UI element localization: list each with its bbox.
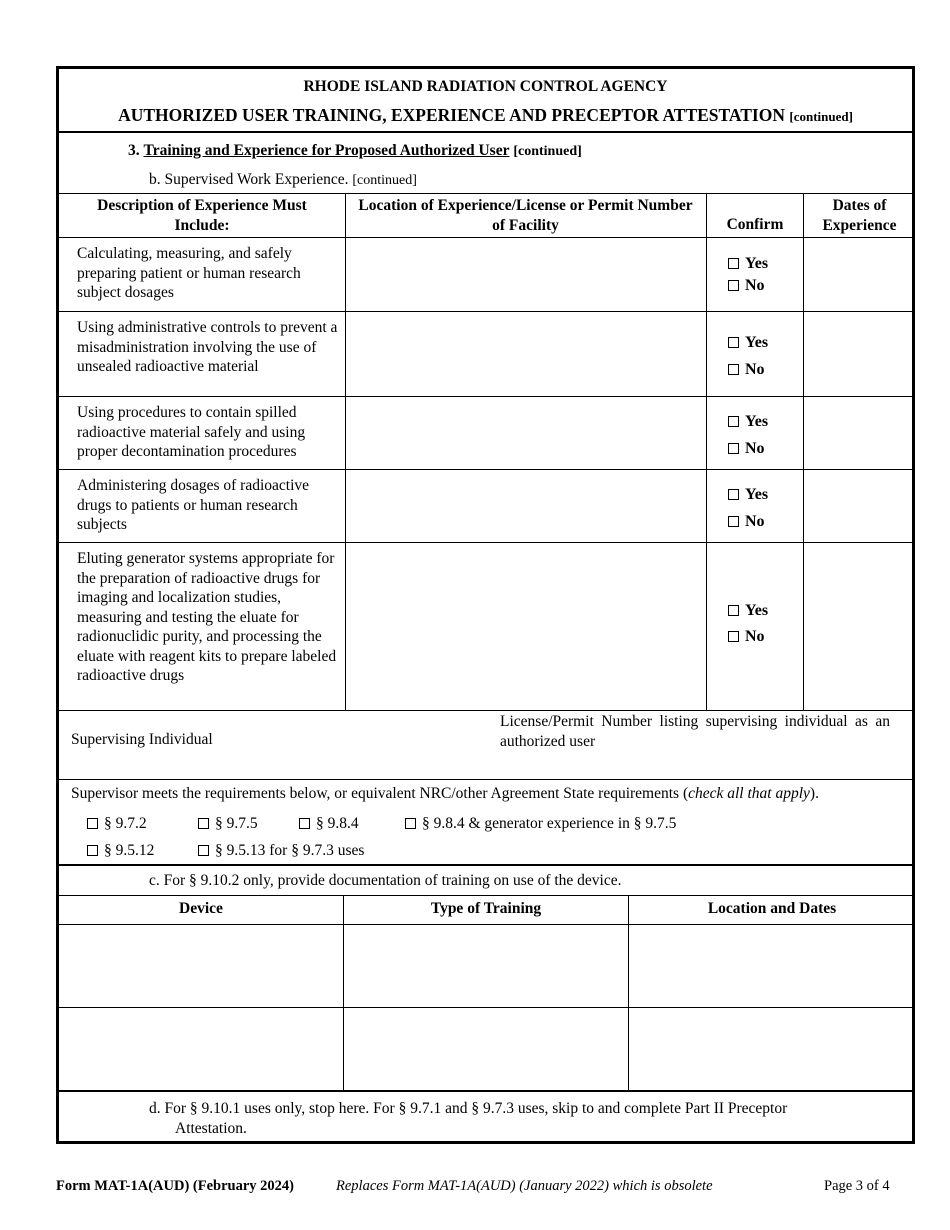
supervising-individual-label: Supervising Individual bbox=[71, 731, 213, 748]
option-label: § 9.5.13 for § 9.7.3 uses bbox=[215, 842, 365, 859]
checkbox-icon[interactable] bbox=[728, 489, 739, 500]
subsection-d-line2: Attestation. bbox=[175, 1120, 247, 1137]
section-3-title: Training and Experience for Proposed Authorized User bbox=[143, 142, 510, 159]
page-title bbox=[59, 105, 912, 126]
header-dates: Dates of Experience bbox=[822, 197, 897, 234]
yes-label: Yes bbox=[745, 413, 769, 430]
row-1-yes[interactable] bbox=[728, 255, 768, 273]
yes-label: Yes bbox=[745, 255, 769, 272]
header-location: Location of Experience/License or Permit Number of Facility bbox=[358, 197, 693, 234]
row-2-no[interactable] bbox=[728, 361, 765, 379]
agency-name: RHODE ISLAND RADIATION CONTROL AGENCY bbox=[303, 78, 668, 95]
section-3-number: 3. bbox=[128, 142, 140, 159]
section-3-heading bbox=[128, 142, 582, 160]
row-2-description: Using administrative controls to prevent a misadministration involving the use of unsealed radioactive material bbox=[77, 319, 338, 375]
row-3-description: Using procedures to contain spilled radioactive material safely and using proper decontamination procedures bbox=[77, 404, 306, 460]
yes-label: Yes bbox=[745, 486, 769, 503]
option-9-8-4-generator[interactable] bbox=[405, 815, 676, 833]
option-label: § 9.7.2 bbox=[104, 815, 147, 832]
row-4-no[interactable] bbox=[728, 513, 765, 531]
footer-page-number: Page 3 of 4 bbox=[824, 1178, 890, 1194]
title-suffix: [continued] bbox=[789, 109, 853, 124]
subsection-d-line1: d. For § 9.10.1 uses only, stop here. For § 9.7.1 and § 9.7.3 uses, skip to and complete Part II Preceptor bbox=[149, 1100, 788, 1117]
requirements-italic: check all that apply bbox=[688, 785, 810, 802]
option-label: § 9.7.5 bbox=[215, 815, 258, 832]
header-description: Description of Experience Must Include: bbox=[97, 197, 307, 234]
license-permit-label: License/Permit Number listing supervising individual as an authorized user bbox=[500, 713, 890, 750]
checkbox-icon[interactable] bbox=[728, 337, 739, 348]
checkbox-icon[interactable] bbox=[728, 258, 739, 269]
checkbox-icon[interactable] bbox=[198, 845, 209, 856]
option-9-7-2[interactable] bbox=[87, 815, 147, 833]
no-label: No bbox=[745, 361, 765, 378]
header-confirm: Confirm bbox=[726, 216, 784, 233]
requirements-text bbox=[71, 785, 819, 803]
row-5-description: Eluting generator systems appropriate for the preparation of radioactive drugs for imaging and localization studies, measuring and testing the eluate for radionuclidic purity, and processing the eluate with reagent kits to prepare labeled radioactive drugs bbox=[77, 550, 337, 684]
subsection-b-suffix: [continued] bbox=[352, 173, 417, 188]
footer-replaces: Replaces Form MAT-1A(AUD) (January 2022) which is obsolete bbox=[336, 1178, 713, 1194]
option-label: § 9.8.4 bbox=[316, 815, 359, 832]
option-label: § 9.5.12 bbox=[104, 842, 155, 859]
checkbox-icon[interactable] bbox=[728, 443, 739, 454]
option-label: § 9.8.4 & generator experience in § 9.7.5 bbox=[422, 815, 677, 832]
row-5-yes[interactable] bbox=[728, 602, 768, 620]
row-1-no[interactable] bbox=[728, 277, 765, 295]
subsection-b-heading bbox=[149, 171, 417, 189]
yes-label: Yes bbox=[745, 334, 769, 351]
row-3-yes[interactable] bbox=[728, 413, 768, 431]
row-4-yes[interactable] bbox=[728, 486, 768, 504]
no-label: No bbox=[745, 628, 765, 645]
checkbox-icon[interactable] bbox=[728, 516, 739, 527]
checkbox-icon[interactable] bbox=[728, 416, 739, 427]
checkbox-icon[interactable] bbox=[728, 631, 739, 642]
header-location-and-dates: Location and Dates bbox=[707, 900, 837, 917]
row-5-no[interactable] bbox=[728, 628, 765, 646]
no-label: No bbox=[745, 440, 765, 457]
section-3-suffix: [continued] bbox=[513, 144, 582, 159]
no-label: No bbox=[745, 513, 765, 530]
subsection-c-text: c. For § 9.10.2 only, provide documentation of training on use of the device. bbox=[149, 872, 622, 889]
title-text: AUTHORIZED USER TRAINING, EXPERIENCE AND PRECEPTOR ATTESTATION bbox=[118, 105, 785, 125]
row-1-description: Calculating, measuring, and safely preparing patient or human research subject dosages bbox=[77, 245, 301, 301]
subsection-b-text: b. Supervised Work Experience. bbox=[149, 171, 349, 188]
checkbox-icon[interactable] bbox=[87, 818, 98, 829]
checkbox-icon[interactable] bbox=[728, 605, 739, 616]
requirements-main: Supervisor meets the requirements below, or equivalent NRC/other Agreement State requirements ( bbox=[71, 785, 689, 802]
header-device: Device bbox=[179, 900, 223, 917]
option-9-7-5[interactable] bbox=[198, 815, 258, 833]
requirements-end: ). bbox=[809, 785, 819, 802]
checkbox-icon[interactable] bbox=[299, 818, 310, 829]
yes-label: Yes bbox=[745, 602, 769, 619]
row-3-no[interactable] bbox=[728, 440, 765, 458]
row-2-yes[interactable] bbox=[728, 334, 768, 352]
checkbox-icon[interactable] bbox=[198, 818, 209, 829]
form-container bbox=[56, 66, 915, 1144]
option-9-5-13[interactable] bbox=[198, 842, 364, 860]
checkbox-icon[interactable] bbox=[728, 364, 739, 375]
checkbox-icon[interactable] bbox=[405, 818, 416, 829]
header-type-of-training: Type of Training bbox=[430, 900, 542, 917]
no-label: No bbox=[745, 277, 765, 294]
option-9-8-4[interactable] bbox=[299, 815, 359, 833]
row-4-description: Administering dosages of radioactive drugs to patients or human research subjects bbox=[77, 477, 310, 533]
checkbox-icon[interactable] bbox=[87, 845, 98, 856]
checkbox-icon[interactable] bbox=[728, 280, 739, 291]
option-9-5-12[interactable] bbox=[87, 842, 154, 860]
footer-form-id: Form MAT-1A(AUD) (February 2024) bbox=[56, 1178, 294, 1194]
